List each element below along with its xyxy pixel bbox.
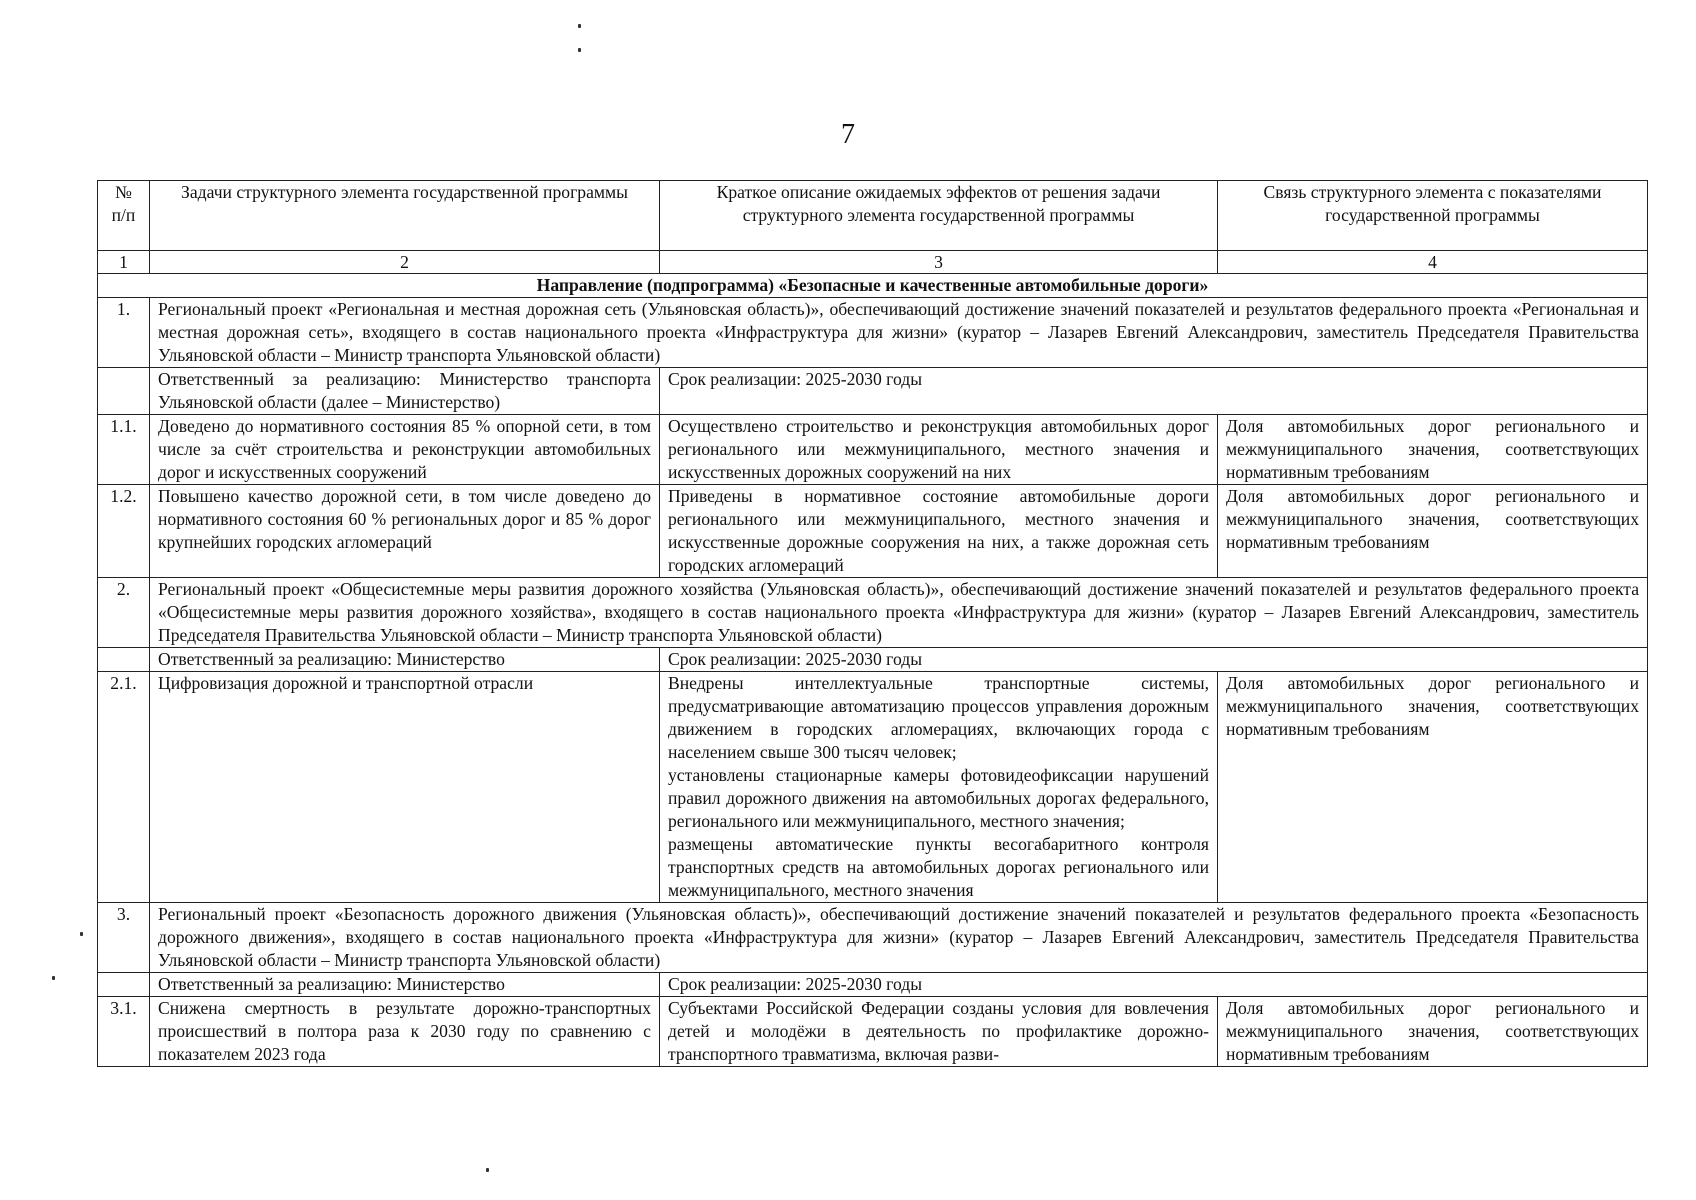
term-text: Срок реализации: 2025-2030 годы — [660, 368, 1648, 415]
indicator-text: Доля автомобильных дорог регионального и межмуниципального значения, соответствующих нормативным требованиям — [1218, 485, 1648, 578]
project-description: Региональный проект «Безопасность дорожного движения (Ульяновская область)», обеспечивающий достижение значений показателей и результатов федерального проекта «Безопасность дорожного движения», входящего в состав национального проекта «Инфраструктура для жизни» (куратор – Лазарев Евгений Александрович, заместитель Председателя Правительства Ульяновской области – Министр транспорта Ульяновской области) — [150, 903, 1648, 973]
column-number-row — [98, 251, 1648, 274]
project-description: Региональный проект «Общесистемные меры развития дорожного хозяйства (Ульяновская область)», обеспечивающий достижение значений показателей и результатов федерального проекта «Общесистемные меры развития дорожного хозяйства», входящего в состав национального проекта «Инфраструктура для жизни» (куратор – Лазарев Евгений Александрович, заместитель Председателя Правительства Ульяновской области – Министр транспорта Ульяновской области) — [150, 578, 1648, 648]
row-number: 3.1. — [98, 997, 150, 1067]
row-number: 2.1. — [98, 672, 150, 903]
effect-line: установлены стационарные камеры фотовидеофиксации нарушений правил дорожного движения на автомобильных дорогах федерального, регионального или межмуниципального, местного значения; — [668, 765, 1209, 831]
project-row — [98, 578, 1648, 648]
effect-text: Субъектами Российской Федерации созданы условия для вовлечения детей и молодёжи в деятельность по профилактике дорожно-транспортного травматизма, включая разви- — [660, 997, 1218, 1067]
task-text: Снижена смертность в результате дорожно-транспортных происшествий в полтора раза к 2030 году по сравнению с показателем 2023 года — [150, 997, 660, 1067]
task-row — [98, 485, 1648, 578]
scan-speck — [578, 48, 581, 52]
direction-title: Направление (подпрограмма) «Безопасные и качественные автомобильные дороги» — [98, 274, 1648, 298]
direction-row — [98, 274, 1648, 298]
page-number: 7 — [841, 119, 855, 150]
effect-text — [660, 672, 1218, 903]
column-number: 3 — [660, 251, 1218, 274]
effect-line: Внедрены интеллектуальные транспортные системы, предусматривающие автоматизацию процессов управления дорожным движением в городских агломерациях, включающих города с населением свыше 300 тысяч человек; — [668, 673, 1209, 762]
responsible-row — [98, 648, 1648, 672]
empty-cell — [98, 368, 150, 415]
table-header-row — [98, 181, 1648, 251]
effect-text: Приведены в нормативное состояние автомобильные дороги регионального или межмуниципального, местного значения и искусственные дорожные сооружения на них, а также дорожная сеть городских агломераций — [660, 485, 1218, 578]
indicator-text: Доля автомобильных дорог регионального и межмуниципального значения, соответствующих нормативным требованиям — [1218, 997, 1648, 1067]
scan-speck — [486, 1168, 489, 1172]
responsible-row — [98, 368, 1648, 415]
task-row — [98, 415, 1648, 485]
row-number: 2. — [98, 578, 150, 648]
term-text: Срок реализации: 2025-2030 годы — [660, 648, 1648, 672]
indicator-text: Доля автомобильных дорог регионального и межмуниципального значения, соответствующих нормативным требованиям — [1218, 672, 1648, 903]
project-row — [98, 903, 1648, 973]
row-number: 1. — [98, 298, 150, 368]
responsible-text: Ответственный за реализацию: Министерство — [150, 973, 660, 997]
responsible-row — [98, 973, 1648, 997]
term-text: Срок реализации: 2025-2030 годы — [660, 973, 1648, 997]
header-tasks: Задачи структурного элемента государственной программы — [150, 181, 660, 251]
empty-cell — [98, 973, 150, 997]
row-number: 3. — [98, 903, 150, 973]
effect-line: размещены автоматические пункты весогабаритного контроля транспортных средств на автомобильных дорогах регионального или межмуниципального, местного значения — [668, 834, 1209, 900]
scan-speck — [52, 976, 55, 980]
header-number: № п/п — [98, 181, 150, 251]
effect-text: Осуществлено строительство и реконструкция автомобильных дорог регионального или межмуниципального, местного значения и искусственных дорожных сооружений на них — [660, 415, 1218, 485]
task-text: Цифровизация дорожной и транспортной отрасли — [150, 672, 660, 903]
project-row — [98, 298, 1648, 368]
column-number: 1 — [98, 251, 150, 274]
scan-speck — [578, 24, 581, 28]
indicator-text: Доля автомобильных дорог регионального и межмуниципального значения, соответствующих нормативным требованиям — [1218, 415, 1648, 485]
task-text: Повышено качество дорожной сети, в том числе доведено до нормативного состояния 60 % региональных дорог и 85 % дорог крупнейших городских агломераций — [150, 485, 660, 578]
project-description: Региональный проект «Региональная и местная дорожная сеть (Ульяновская область)», обеспечивающий достижение значений показателей и результатов федерального проекта «Региональная и местная дорожная сеть», входящего в состав национального проекта «Инфраструктура для жизни» (куратор – Лазарев Евгений Александрович, заместитель Председателя Правительства Ульяновской области – Министр транспорта Ульяновской области) — [150, 298, 1648, 368]
responsible-text: Ответственный за реализацию: Министерство транспорта Ульяновской области (далее – Министерство) — [150, 368, 660, 415]
task-text: Доведено до нормативного состояния 85 % опорной сети, в том числе за счёт строительства и реконструкции автомобильных дорог и искусственных сооружений — [150, 415, 660, 485]
header-effects: Краткое описание ожидаемых эффектов от решения задачи структурного элемента государственной программы — [660, 181, 1218, 251]
row-number: 1.2. — [98, 485, 150, 578]
task-row — [98, 672, 1648, 903]
column-number: 2 — [150, 251, 660, 274]
row-number: 1.1. — [98, 415, 150, 485]
column-number: 4 — [1218, 251, 1648, 274]
empty-cell — [98, 648, 150, 672]
task-row — [98, 997, 1648, 1067]
header-indicators: Связь структурного элемента с показателями государственной программы — [1218, 181, 1648, 251]
scan-speck — [80, 932, 83, 936]
program-table — [97, 180, 1648, 1067]
responsible-text: Ответственный за реализацию: Министерство — [150, 648, 660, 672]
